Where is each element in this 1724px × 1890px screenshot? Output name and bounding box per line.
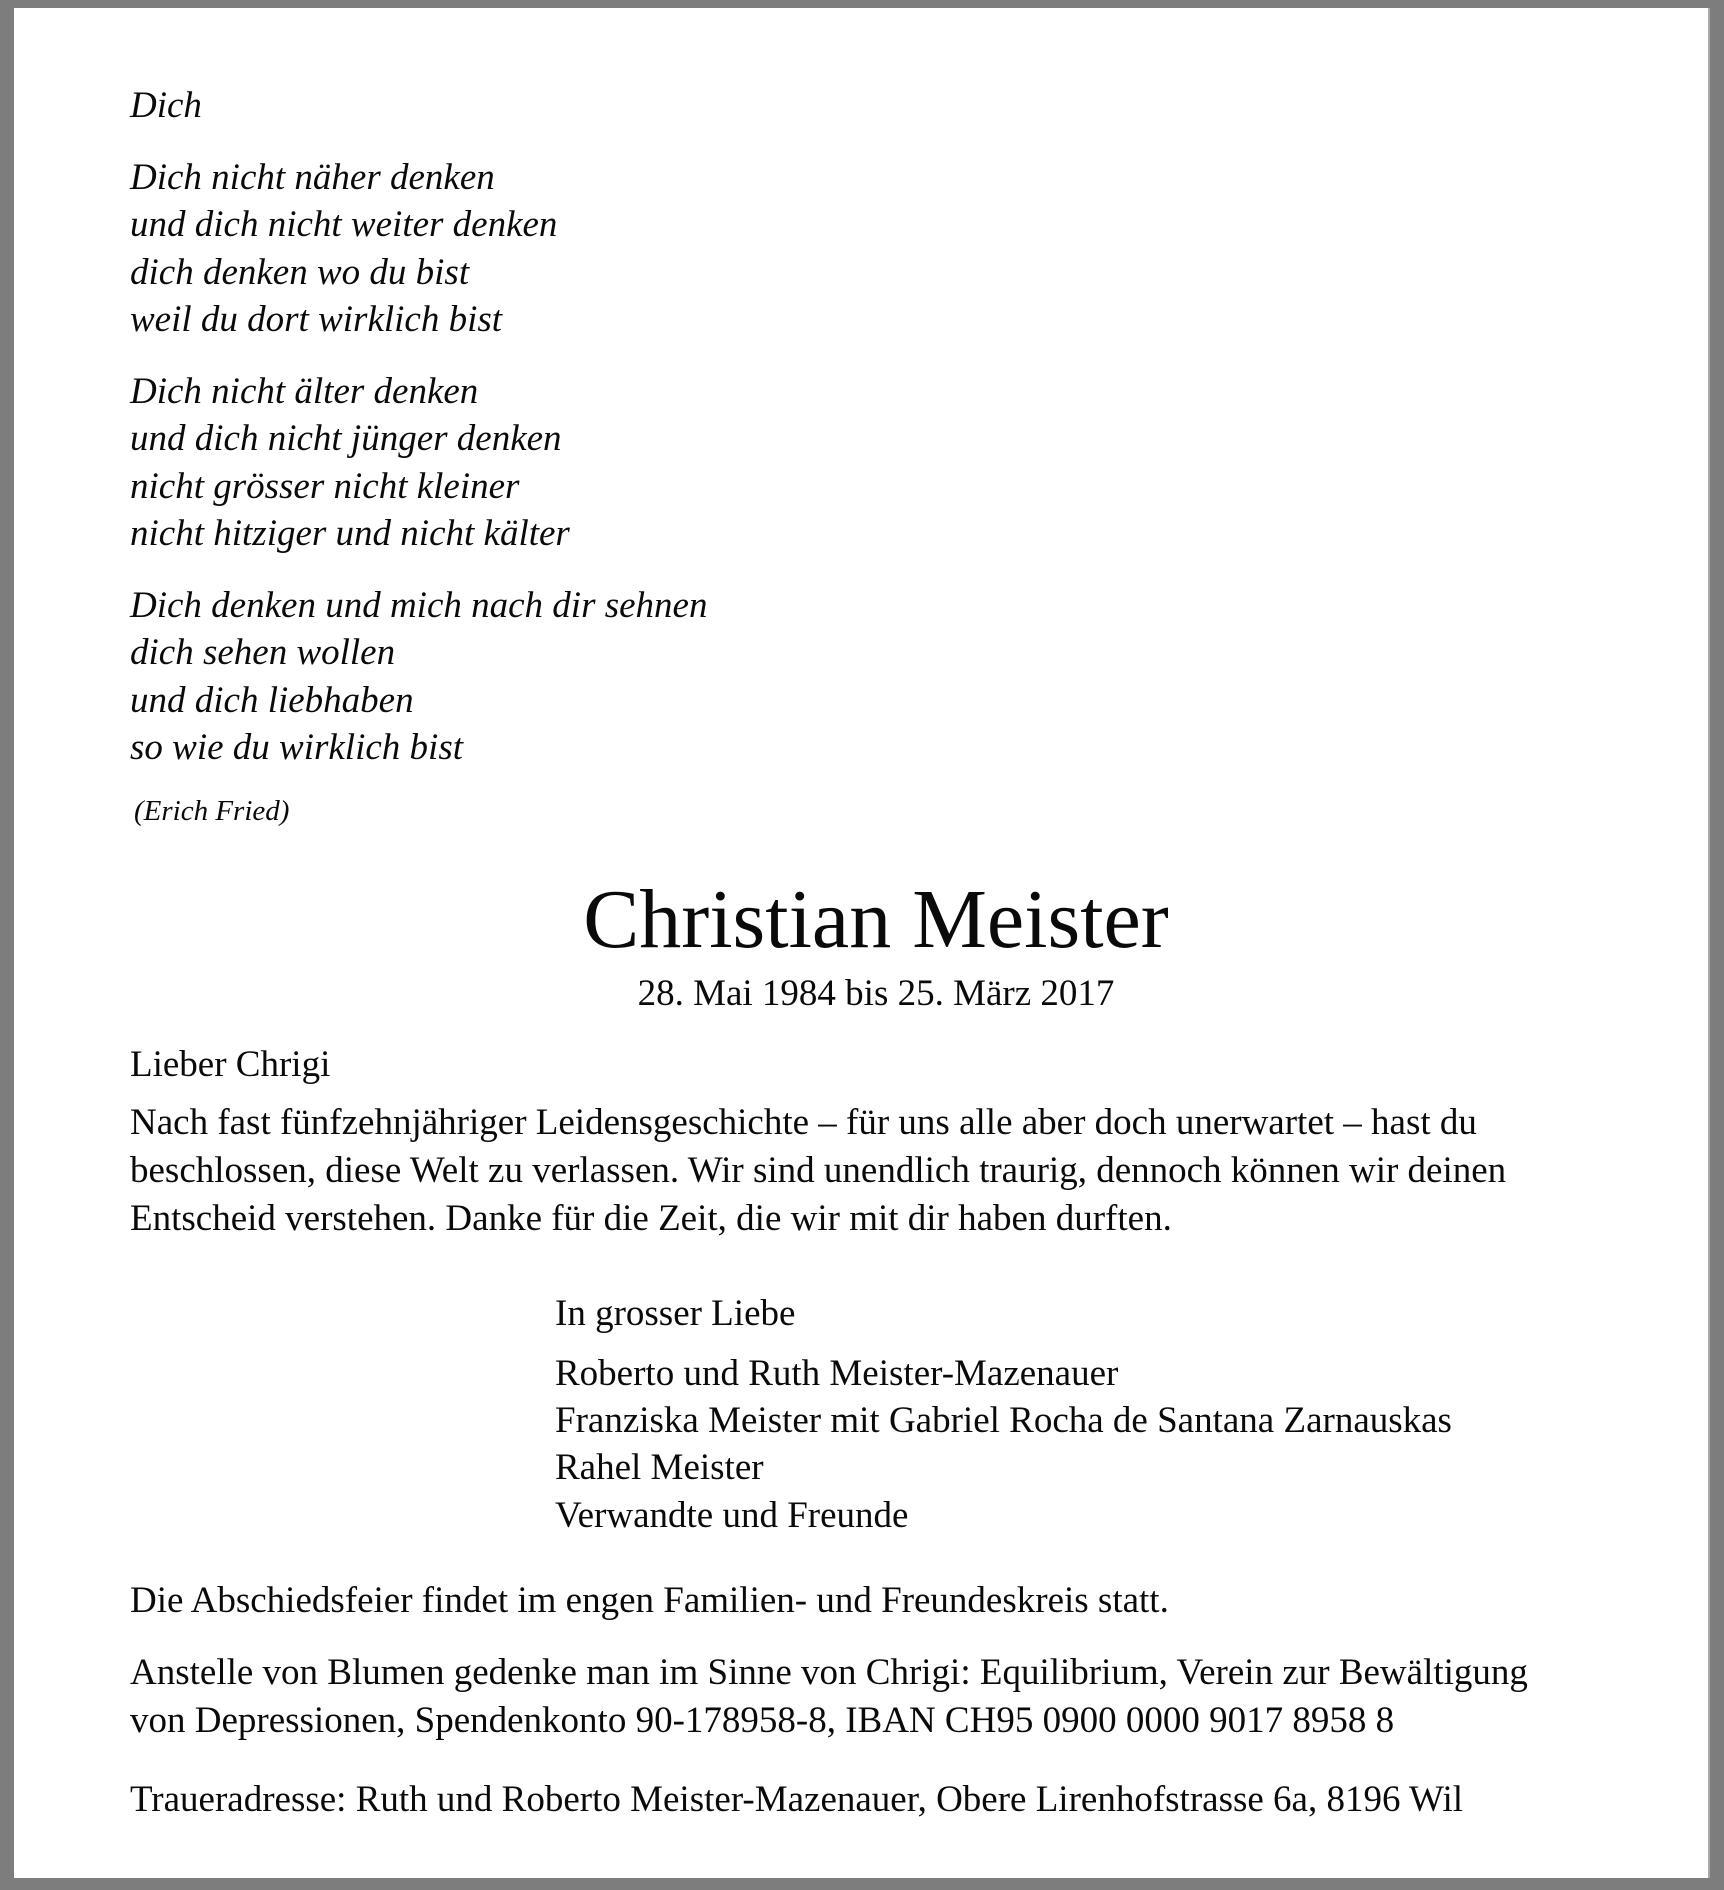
mourning-address: Traueradresse: Ruth und Roberto Meister-Mazenauer, Obere Lirenhofstrasse 6a, 8196 Wil bbox=[130, 1779, 1464, 1820]
poem-line: dich sehen wollen bbox=[130, 632, 396, 673]
life-dates: 28. Mai 1984 bis 25. März 2017 bbox=[637, 973, 1115, 1014]
poem-title: Dich bbox=[130, 85, 202, 126]
poem-line: nicht hitziger und nicht kälter bbox=[130, 513, 570, 554]
message-line: Nach fast fünfzehnjähriger Leidensgeschichte – für uns alle aber doch unerwartet – hast du bbox=[130, 1102, 1477, 1143]
poem-line: nicht grösser nicht kleiner bbox=[130, 465, 520, 507]
poem-stanza bbox=[130, 154, 707, 344]
poem-line: dich denken wo du bist bbox=[130, 251, 470, 293]
salutation: Lieber Chrigi bbox=[130, 1044, 331, 1085]
donation-line: von Depressionen, Spendenkonto 90-178958-8, IBAN CH95 0900 0000 9017 8958 8 bbox=[130, 1700, 1395, 1741]
poem-line: Dich denken und mich nach dir sehnen bbox=[130, 584, 708, 626]
poem-line: Dich nicht näher denken bbox=[130, 156, 495, 198]
poem-line: und dich nicht jünger denken bbox=[130, 418, 562, 459]
poem-line: so wie du wirklich bist bbox=[130, 727, 463, 768]
poem-stanza bbox=[130, 582, 707, 772]
poem-line: und dich nicht weiter denken bbox=[130, 204, 558, 245]
donation-line: Anstelle von Blumen gedenke man im Sinne von Chrigi: Equilibrium, Verein zur Bewältigung bbox=[130, 1652, 1528, 1693]
poem-stanza bbox=[130, 368, 707, 558]
poem-line: weil du dort wirklich bist bbox=[130, 299, 503, 340]
message-line: Entscheid verstehen. Danke für die Zeit, die wir mit dir haben durften. bbox=[130, 1198, 1172, 1239]
signature-name: Roberto und Ruth Meister-Mazenauer bbox=[555, 1353, 1119, 1394]
signature-name: Rahel Meister bbox=[555, 1447, 764, 1488]
poem bbox=[130, 82, 707, 772]
signature-name: Franziska Meister mit Gabriel Rocha de Santana Zarnauskas bbox=[555, 1400, 1452, 1441]
signature-name: Verwandte und Freunde bbox=[555, 1495, 909, 1536]
ceremony-notice: Die Abschiedsfeier findet im engen Familien- und Freundeskreis statt. bbox=[130, 1580, 1169, 1621]
deceased-name: Christian Meister bbox=[583, 873, 1169, 966]
poem-author: (Erich Fried) bbox=[134, 795, 290, 827]
signature-closing: In grosser Liebe bbox=[555, 1293, 796, 1334]
message-line: beschlossen, diese Welt zu verlassen. Wir sind unendlich traurig, dennoch können wir deinen bbox=[130, 1150, 1507, 1191]
poem-line: Dich nicht älter denken bbox=[130, 370, 479, 412]
poem-line: und dich liebhaben bbox=[130, 679, 414, 721]
